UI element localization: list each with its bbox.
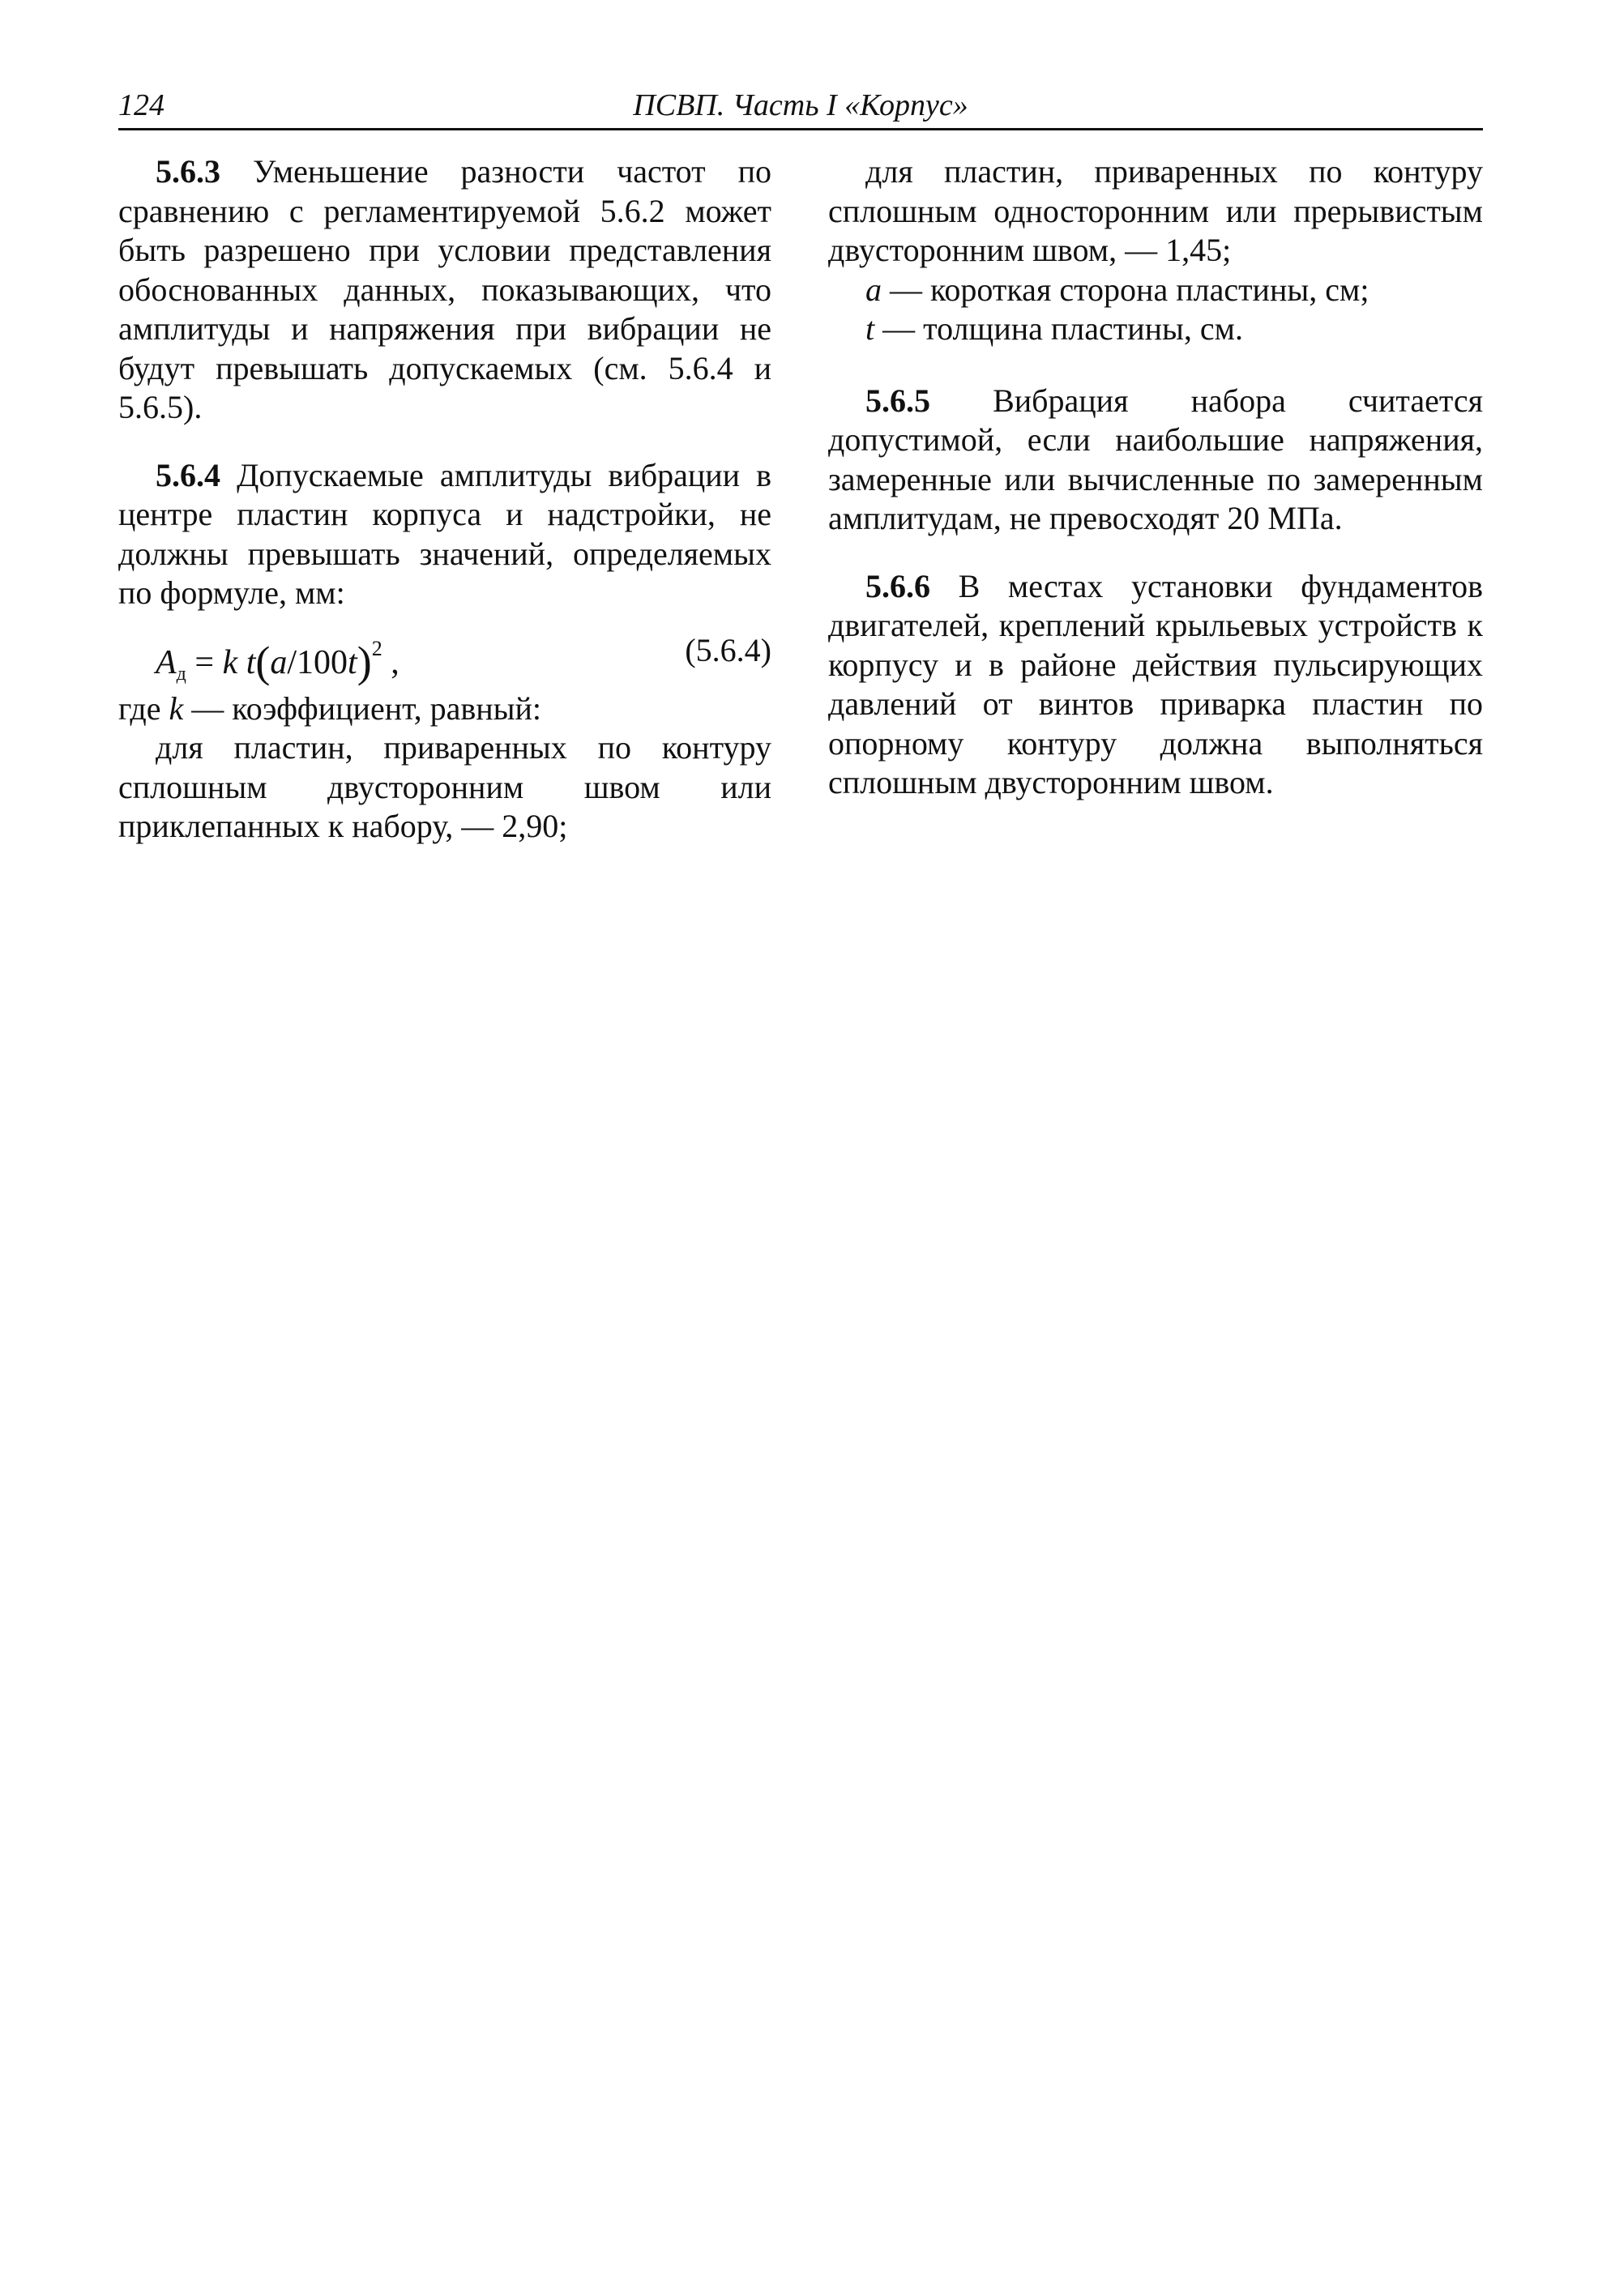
formula-row xyxy=(118,617,771,685)
page-header xyxy=(118,83,1483,130)
where-line xyxy=(118,689,771,729)
where-post: — коэффициент, равный: xyxy=(183,689,542,727)
right-column xyxy=(828,152,1483,831)
formula-lhs: A xyxy=(156,643,177,681)
paragraph-5-6-4 xyxy=(118,456,771,613)
left-column xyxy=(118,152,771,847)
formula-equals: = xyxy=(186,643,223,681)
clause-number: 5.6.4 xyxy=(156,456,220,493)
paragraph-5-6-6 xyxy=(828,567,1483,803)
formula-tail: , xyxy=(382,643,400,681)
page-number: 124 xyxy=(118,88,164,122)
formula-k: k xyxy=(222,643,238,681)
definition-a xyxy=(828,271,1483,310)
paragraph-text: Уменьшение разности частот по сравнению с регламентируемой 5.6.2 может быть разрешено при условии представления обоснованных данных, показывающих, что амплитуды и напряжения при вибрации не будут превышать допускаемых (см. 5.6.4 и 5.6.5). xyxy=(118,153,771,425)
formula-lhs-subscript: д xyxy=(176,663,186,685)
formula-open-paren: ( xyxy=(255,637,271,686)
clause-number: 5.6.5 xyxy=(865,382,930,419)
where-pre: где xyxy=(118,689,169,727)
definition-t xyxy=(828,309,1483,349)
paragraph-text: В местах установки фундаментов двигателей, креплений крыльевых устройств к корпусу и в районе действия пульсирующих давлений от винтов приварка пластин по опорному контуру должна выполняться сплошным двусторонним швом. xyxy=(828,567,1483,800)
formula-t: t xyxy=(237,643,256,681)
clause-number: 5.6.3 xyxy=(156,153,220,190)
list-item: для пластин, приваренных по контуру сплошным двусторонним швом или приклепанных к набору, — 2,90; xyxy=(118,729,771,844)
definition-var: a xyxy=(865,271,882,308)
clause-number: 5.6.6 xyxy=(865,567,930,604)
definition-text: — толщина пластины, см. xyxy=(874,310,1243,347)
paragraph-text: Вибрация набора считается допустимой, если наибольшие напряжения, замеренные или вычисленные по замеренным амплитудам, не превосходят 20 МПа. xyxy=(828,382,1483,536)
formula-t2: t xyxy=(348,643,357,681)
paragraph-5-6-5 xyxy=(828,382,1483,539)
paragraph-5-6-3 xyxy=(118,152,771,428)
list-item: для пластин, приваренных по контуру сплошным односторонним или прерывистым двусторонним швом, — 1,45; xyxy=(828,153,1483,268)
formula-a: a xyxy=(270,643,288,681)
formula-divisor: /100 xyxy=(287,643,348,681)
definition-var: t xyxy=(865,310,875,347)
formula-5-6-4 xyxy=(156,629,400,694)
definition-text: — короткая сторона пластины, см; xyxy=(882,271,1369,308)
running-title: ПСВП. Часть I «Корпус» xyxy=(633,88,968,122)
formula-number: (5.6.4) xyxy=(685,631,771,668)
formula-power: 2 xyxy=(371,636,382,660)
where-var: k xyxy=(169,689,184,727)
formula-close-paren: ) xyxy=(357,637,372,686)
paragraph-text: Допускаемые амплитуды вибрации в центре пластин корпуса и надстройки, не должны превышать значений, определяемых по формуле, мм: xyxy=(118,456,771,611)
